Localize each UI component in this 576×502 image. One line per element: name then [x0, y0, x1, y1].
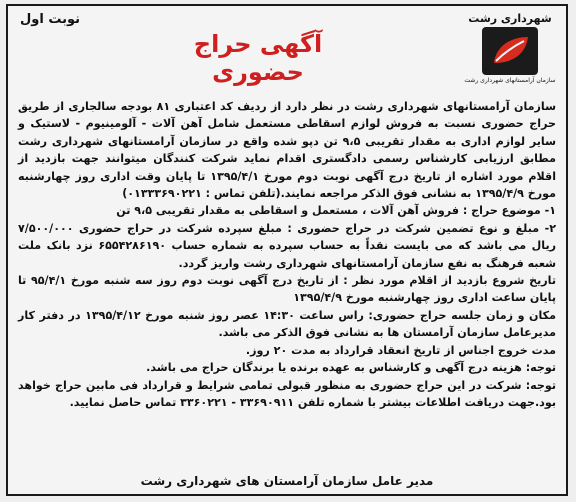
- note-costs: توجه: هزینه درج آگهی و کارشناس به عهده برنده یا برندگان حراج می باشد.: [146, 361, 556, 375]
- notice-frame: [6, 4, 568, 496]
- note-conditions: توجه: شرکت در این حراج حضوری به منظور قبولی تمامی شرایط و قرارداد فی مابین حراج خواهد بود.جهت دریافت اطلاعات بیشتر با شماره تلفن ۳۳۶۹۰۹۱۱ - ۳۳۶۰۲۲۱ تماس حاصل نمایید.: [18, 378, 556, 409]
- signature-line: مدیر عامل سازمان آرامستان های شهرداری رشت: [140, 474, 434, 488]
- item-subject: ۱- موضوع حراج : فروش آهن آلات ، مستعمل و اسقاطی به مقدار تقریبی ۹،۵ تن: [116, 204, 556, 218]
- notice-title: آگهی حراج حضوری: [193, 30, 323, 86]
- notice-body: [18, 98, 556, 411]
- removal-period: مدت خروج اجناس از تاریخ انعقاد قرارداد به مدت ۲۰ روز.: [245, 343, 556, 357]
- intro-paragraph: سازمان آرامستانهای شهرداری رشت در نظر دارد از ردیف کد اعتباری ۸۱ بودجه سالجاری از طریق حراج حضوری نسبت به فروش لوازم اسقاطی مستعمل شامل آهن آلات - آلومینیوم - لاستیک و سایر لوازم اداری به مقدار تقریبی ۹،۵ تن دپو شده واقع در سازمان آرامستانهای شهرداری رشت مطابق ارزیابی کارشناس رسمی دادگستری اقدام نماید شرکت کنندگان میتوانند جهت بازدید از اقلام مورد اشاره از تاریخ درج آگهی نوبت دوم مورخ ۱۳۹۵/۴/۱ تا پایان وقت اداری روز چهارشنبه مورخ ۱۳۹۵/۴/۹ به نشانی فوق الذکر مراجعه نمایند.(تلفن تماس : ۰۱۳۳۳۶۹۰۲۲۱): [18, 100, 556, 201]
- publication-round: نوبت اول: [20, 12, 81, 27]
- logo-subtitle: سازمان آرامستانهای شهرداری رشت: [464, 77, 556, 84]
- auction-session: مکان و زمان جلسه حراج حضوری: راس ساعت ۱۴:۳۰ عصر روز شنبه مورخ ۱۳۹۵/۴/۱۲ در دفتر کار مدیرعامل سازمان آرامستان ها به نشانی فوق الذکر می باشد.: [18, 308, 557, 340]
- inspection-dates: تاریخ شروع بازدید از اقلام مورد نظر : از تاریخ درج آگهی نوبت دوم روز سه شنبه مورخ ۹۵/۴/۱ تا پایان ساعت اداری روز چهارشنبه مورخ ۱۳۹۵/۴/۹: [18, 274, 556, 305]
- logo-title: شهرداری رشت: [468, 12, 552, 25]
- municipality-emblem-icon: [482, 27, 538, 75]
- item-deposit: ۲- مبلغ و نوع تضمین شرکت در حراج حضوری : مبلغ سپرده شرکت در حراج حضوری ۷/۵۰۰/۰۰۰ ریال می باشد که می بایست نقداً به حساب سپرده به شماره حساب ۶۵۵۴۲۸۶۱۹۰ نزد بانک ملت شعبه فرهنگ به نفع سازمان آرامستانهای شهرداری رشت واریز گردد.: [18, 221, 557, 270]
- rasht-municipality-logo: [464, 12, 556, 96]
